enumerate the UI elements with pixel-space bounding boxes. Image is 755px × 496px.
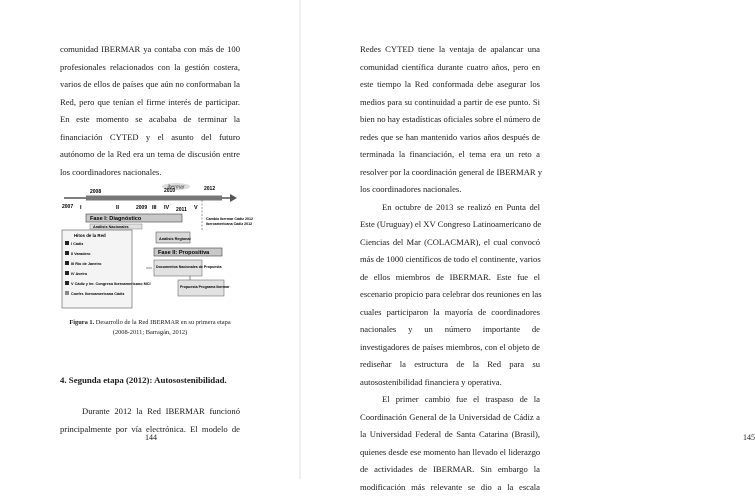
- text-line: En este momento se acababa de terminar la: [60, 111, 240, 129]
- text-line: comunidad IBERMAR ya contaba con más de 100: [60, 41, 240, 59]
- text-line: redes que se han mantenido varios años después de: [360, 129, 540, 147]
- text-line: más de 1000 científicos de todo el continente, varios: [360, 251, 540, 269]
- text-line: escenario propicio para celebrar dos reuniones en las: [360, 286, 540, 304]
- year-2012: 2012: [204, 186, 215, 192]
- timeline-bar: [86, 196, 222, 201]
- timeline-diagram: [60, 182, 238, 312]
- legend-marker-icon: [65, 241, 69, 245]
- legend-item: III Río de Janeiro: [71, 262, 102, 266]
- legend-marker-icon: [65, 251, 69, 255]
- text-line: Redes CYTED tiene la ventaja de apalancar una: [360, 41, 540, 59]
- text-line: quienes desde ese momento han llevado el liderazgo: [360, 444, 540, 462]
- year-2007: 2007: [62, 204, 73, 210]
- text-line: profesionales relacionados con la gestión costera,: [60, 59, 240, 77]
- year-2008: 2008: [90, 189, 101, 195]
- legend-marker-icon: [65, 281, 69, 285]
- text-line: autosostenibilidad financiera y operativa.: [360, 374, 540, 392]
- analisis-nacionales-label: Análisis Nacionales: [93, 225, 129, 229]
- text-line: El primer cambio fue el traspaso de la: [360, 391, 540, 409]
- phase-1-label: Fase I: Diagnóstico: [90, 216, 142, 222]
- text-line: cuales participaron la mayoría de coordinadores: [360, 304, 540, 322]
- text-line: Este (Uruguay) el XV Congreso Latinoamericano de: [360, 216, 540, 234]
- text-line: rediseñar la estructura de la Red para su: [360, 356, 540, 374]
- hito-iv: IV: [164, 205, 170, 211]
- documentos-label: Documentos Nacionales de Propuesta: [156, 265, 223, 269]
- legend-marker-icon: [65, 261, 69, 265]
- caption-text: Desarrollo de la Red IBERMAR en su primera etapa: [94, 319, 230, 326]
- page-number-right: 145: [743, 433, 755, 442]
- text-line: la Universidad Federal de Santa Catarina (Brasil),: [360, 426, 540, 444]
- propuesta-label: Propuesta Programa Ibermar: [180, 285, 230, 289]
- hito-ii: II: [116, 205, 120, 211]
- figure-1-diagram: [60, 182, 238, 312]
- analisis-regional-label: Análisis Regional: [159, 237, 191, 241]
- phase-2-label: Fase II: Propositiva: [158, 250, 210, 256]
- legend-marker-icon: [65, 271, 69, 275]
- text-line: Coordinación General de la Universidad de Cádiz a: [360, 409, 540, 427]
- text-line: investigadores de países miembros, con el objeto de: [360, 339, 540, 357]
- caption-label: Figura 1.: [69, 319, 94, 326]
- legend-item: Confer. Iberoamericana Cádiz: [71, 292, 124, 296]
- logo-text: ibermar: [168, 185, 185, 191]
- page-number-left: 144: [145, 433, 157, 442]
- year-2011: 2011: [176, 207, 187, 213]
- legend-item: II Varadero: [71, 252, 91, 256]
- figure-caption: [60, 318, 240, 337]
- text-line: nacionales y un número importante de: [360, 321, 540, 339]
- legend-marker-icon: [65, 291, 69, 295]
- section-heading: 4. Segunda etapa (2012): Autosostenibilidad.: [60, 375, 240, 385]
- caption-line-2: (2008-2011; Barragán, 2012): [60, 328, 240, 338]
- text-line: varios de ellos de países que aún no conformaban la: [60, 76, 240, 94]
- year-2010: 2010: [164, 188, 175, 194]
- text-line: autónomo de la Red era un tema de discusión entre: [60, 146, 240, 164]
- year-2009: 2009: [136, 205, 147, 211]
- legend-title: Hitos de la Red: [74, 233, 106, 238]
- hito-iii: III: [152, 205, 157, 211]
- cambio-label: Cambio Ibermar Cádiz 2012: [206, 217, 253, 221]
- text-line: de actividades de IBERMAR. Sin embargo la: [360, 461, 540, 479]
- text-line: modificación más relevante se dio a la escala: [360, 479, 540, 496]
- text-line: los coordinadores nacionales.: [360, 181, 540, 199]
- text-line: comunidad científica durante cuatro años, pero en: [360, 59, 540, 77]
- text-line: financiación CYTED y el asunto del futuro: [60, 129, 240, 147]
- text-line: Red, pero que tenían el firme interés de participar.: [60, 94, 240, 112]
- right-column-text: [360, 41, 540, 496]
- text-line: terminada la financiación, el tema era un reto a: [360, 146, 540, 164]
- text-line: resolver por la coordinación general de IBERMAR y: [360, 164, 540, 182]
- text-line: Ciencias del Mar (COLACMAR), el cual convocó: [360, 234, 540, 252]
- left-page: [0, 0, 300, 479]
- text-line: este tiempo la Red conformada debe asegurar los: [360, 76, 540, 94]
- legend-item: IV Aveiro: [71, 272, 88, 276]
- cambio-label-2: Iberoamericana Cádiz 2012: [206, 222, 252, 226]
- text-line: bien no hay estadísticas oficiales sobre el número de: [360, 111, 540, 129]
- hito-v: V: [194, 205, 198, 211]
- left-paragraph-1: [60, 41, 240, 181]
- text-line: de ellos miembros de IBERMAR. Este fue el: [360, 269, 540, 287]
- text-line: En octubre de 2013 se realizó en Punta del: [360, 199, 540, 217]
- text-line: medios para su continuidad a partir de ese punto. Si: [360, 94, 540, 112]
- timeline-arrow-icon: [230, 194, 237, 202]
- legend-item: V Cádiz y Ier. Congreso Iberoamericano MCI: [71, 282, 151, 286]
- legend-item: I Cádiz: [71, 242, 83, 246]
- text-line: Durante 2012 la Red IBERMAR funcionó: [60, 403, 240, 421]
- hito-i: I: [80, 205, 82, 211]
- text-line: los coordinadores nacionales.: [60, 164, 240, 182]
- text-line: principalmente por vía electrónica. El modelo de: [60, 421, 240, 439]
